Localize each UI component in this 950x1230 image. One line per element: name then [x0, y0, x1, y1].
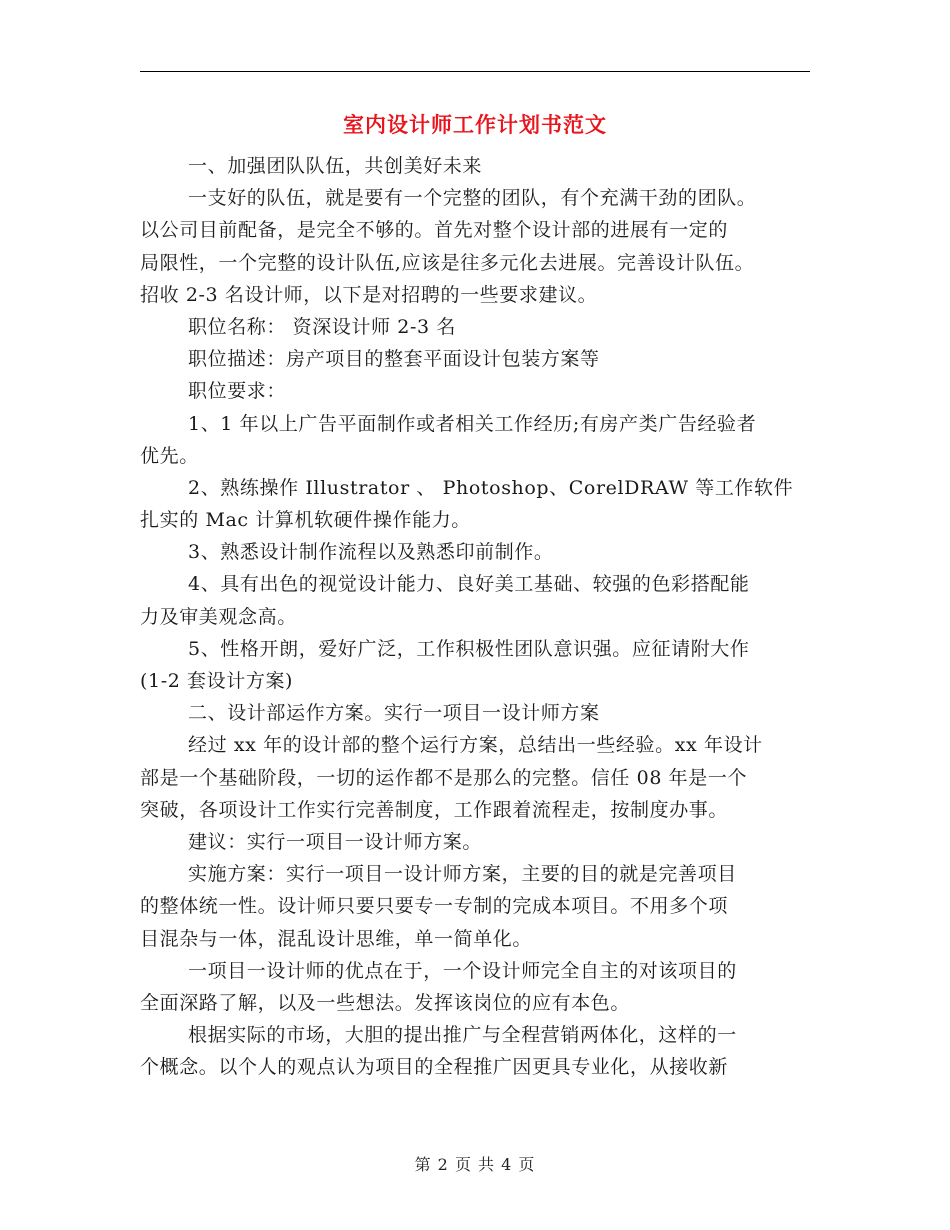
text-line: 经过 xx 年的设计部的整个运行方案，总结出一些经验。xx 年设计	[188, 734, 763, 757]
document-title: 室内设计师工作计划书范文	[343, 112, 607, 137]
document-body	[140, 150, 812, 1083]
text-line: 招收 2-3 名设计师，以下是对招聘的一些要求建议。	[140, 283, 598, 306]
text-line: 部是一个基础阶段，一切的运作都不是那么的完整。信任 08 年是一个	[140, 766, 748, 789]
text-line: 职位名称： 资深设计师 2-3 名	[188, 315, 456, 338]
text-line: 优先。	[140, 444, 199, 467]
text-line: 实施方案：实行一项目一设计师方案，主要的目的就是完善项目	[188, 863, 737, 886]
text-line: 以公司目前配备，是完全不够的。首先对整个设计部的进展有一定的	[140, 219, 729, 242]
text-line: 一、加强团队队伍，共创美好未来	[188, 155, 483, 177]
text-line: 局限性，一个完整的设计队伍,应该是往多元化去进展。完善设计队伍。	[140, 251, 755, 274]
text-line: 全面深路了解，以及一些想法。发挥该岗位的应有本色。	[140, 991, 631, 1014]
page-footer: 第 2 页 共 4 页	[414, 1155, 536, 1174]
text-line: (1-2 套设计方案)	[140, 670, 294, 692]
text-line: 5、性格开朗，爱好广泛，工作积极性团队意识强。应征请附大作	[188, 637, 750, 660]
header-rule	[140, 71, 810, 72]
text-line: 2、熟练操作 Illustrator 、 Photoshop、CorelDRAW 等工作软件	[188, 476, 794, 499]
text-line: 二、设计部运作方案。实行一项目一设计师方案	[188, 702, 600, 725]
text-line: 建议：实行一项目一设计师方案。	[188, 830, 483, 853]
text-line: 4、具有出色的视觉设计能力、良好美工基础、较强的色彩搭配能	[188, 573, 750, 596]
text-line: 职位要求：	[188, 380, 287, 403]
text-line: 根据实际的市场，大胆的提出推广与全程营销两体化，这样的一	[188, 1024, 737, 1047]
text-line: 突破，各项设计工作实行完善制度，工作跟着流程走，按制度办事。	[140, 798, 729, 821]
text-line: 一项目一设计师的优点在于，一个设计师完全自主的对该项目的	[188, 959, 737, 982]
text-line: 3、熟悉设计制作流程以及熟悉印前制作。	[188, 541, 554, 564]
text-line: 个概念。以个人的观点认为项目的全程推广因更具专业化，从接收新	[140, 1056, 729, 1079]
text-line: 职位描述：房产项目的整套平面设计包装方案等	[188, 348, 600, 371]
text-line: 的整体统一性。设计师只要只要专一专制的完成本项目。不用多个项	[140, 895, 729, 918]
text-line: 扎实的 Mac 计算机软硬件操作能力。	[140, 509, 471, 532]
text-line: 目混杂与一体，混乱设计思维，单一简单化。	[140, 927, 533, 950]
text-line: 力及审美观念高。	[140, 605, 297, 628]
text-line: 1、1 年以上广告平面制作或者相关工作经历;有房产类广告经验者	[188, 412, 757, 435]
text-line: 一支好的队伍，就是要有一个完整的团队，有个充满干劲的团队。	[188, 187, 757, 210]
